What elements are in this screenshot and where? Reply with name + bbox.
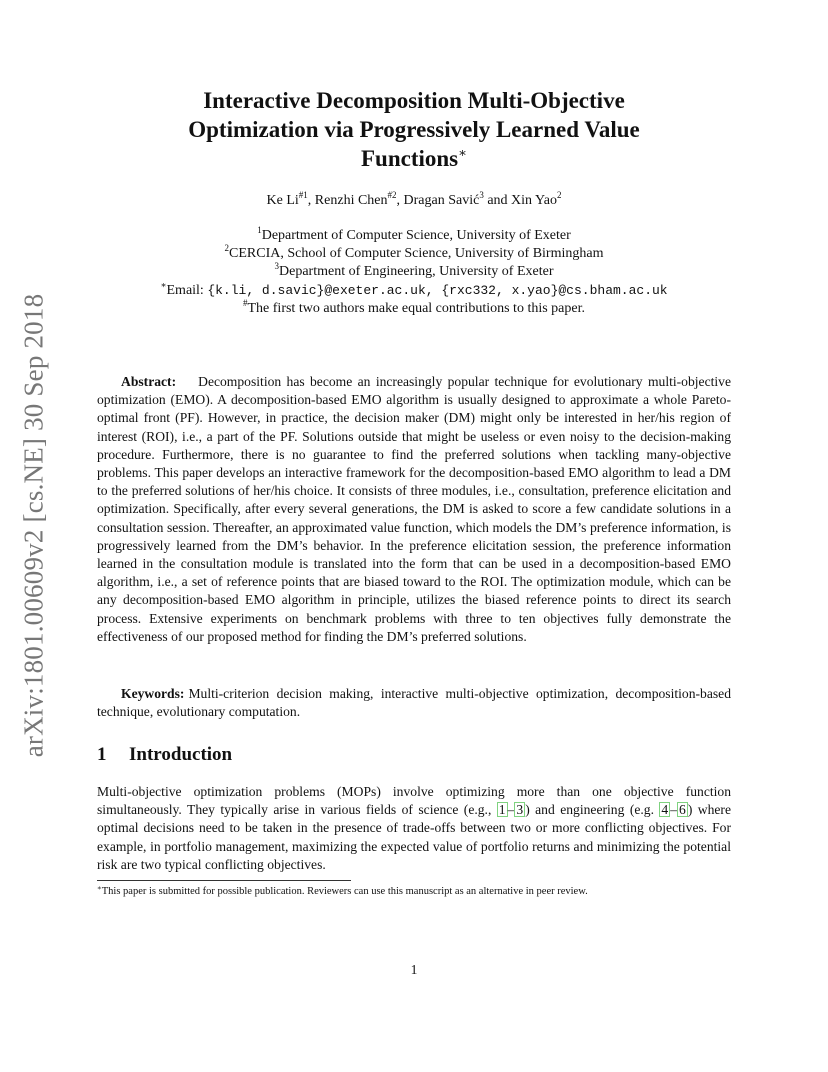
keywords-heading: Keywords: [121, 686, 185, 701]
author-3-mark: 3 [479, 190, 484, 200]
intro-text-2: ) and engineering (e.g. [525, 802, 660, 818]
affiliation-2 [97, 245, 731, 263]
footnote-text: This paper is submitted for possible publication. Reviewers can use this manuscript as an alternative in peer review. [101, 886, 588, 897]
title-line-1: Interactive Decomposition Multi-Objective [203, 88, 625, 113]
section-number: 1 [97, 744, 107, 765]
intro-text-3: ) where optimal decisions need to be taken in the presence of trade-offs between two or more conflicting objectives. For example, in portfolio management, maximizing the expected value of portfolio returns and minimizing the potential risk are two typical conflicting objectives. [97, 802, 731, 872]
footnote-rule [97, 880, 351, 881]
title-line-3 [120, 144, 708, 173]
citation-link[interactable]: 4 [661, 802, 669, 818]
intro-paragraph [97, 783, 731, 874]
equal-contribution-note [97, 300, 731, 318]
author-1-mark: #1 [298, 190, 308, 200]
citation-dash: – [507, 802, 515, 818]
email-label: Email: [166, 283, 208, 298]
abstract-heading: Abstract: [121, 374, 177, 389]
section-title: Introduction [129, 744, 233, 765]
title-line-2: Optimization via Progressively Learned Value [188, 117, 640, 142]
paper-title [120, 86, 708, 173]
affiliation-1-mark: 1 [257, 225, 262, 235]
affiliation-3-mark: 3 [274, 261, 280, 271]
section-heading [97, 744, 232, 766]
author-4-name: and Xin Yao [483, 193, 557, 208]
arxiv-identifier: arXiv:1801.00609v2 [cs.NE] 30 Sep 2018 [18, 293, 49, 757]
equal-contribution-text: The first two authors make equal contributions to this paper. [247, 301, 585, 316]
citation-link[interactable]: 6 [679, 802, 686, 818]
keywords [97, 685, 731, 721]
intro-text-1: Multi-objective optimization problems (MOPs) involve optimizing more than one objective function simultaneously. They typically arise in various fields of science (e.g., [97, 784, 731, 818]
title-line-3-text: Functions [361, 146, 459, 171]
affiliation-1 [97, 227, 731, 245]
abstract-text: Decomposition has become an increasingly popular technique for evolutionary multi-objective optimization (EMO). A decomposition-based EMO algorithm is usually designed to approximate a whole Pareto-optimal front (PF). However, in practice, the decision maker (DM) might only be interested in her/his region of interest (ROI), i.e., a part of the PF. Solutions outside that might be useless or even noisy to the decision-making procedure. Furthermore, there is no guarantee to find the preferred solutions when tackling many-objective problems. This paper develops an interactive framework for the decomposition-based EMO algorithm to lead a DM to the preferred solutions of her/his choice. It consists of three modules, i.e., consultation, preference elicitation and optimization. Specifically, after every several generations, the DM is asked to score a few candidate solutions in a consultation session. Thereafter, an approximated value function, which models the DM’s preference information, is progressively learned from the DM’s behavior. In the preference elicitation session, the preference information learned in the consultation module is translated into the form that can be used in a decomposition-based EMO algorithm, i.e., a set of reference points that are biased toward to the ROI. The optimization module, which can be any decomposition-based EMO algorithm in principle, utilizes the biased reference points to direct its search process. Extensive experiments on benchmark problems with three to ten objectives fully demonstrate the effectiveness of our proposed method for finding the DM’s preferred solutions. [97, 374, 731, 644]
page-number: 1 [410, 962, 418, 977]
keywords-text: Multi-criterion decision making, interactive multi-objective optimization, decomposition-based technique, evolutionary computation. [97, 686, 731, 720]
footnote [97, 885, 731, 899]
author-list [97, 192, 731, 210]
author-2-mark: #2 [387, 190, 397, 200]
author-4-mark: 2 [556, 190, 562, 200]
arxiv-stamp [14, 290, 54, 760]
citation-link[interactable]: 3 [516, 802, 524, 818]
email-mark: ∗ [160, 280, 167, 290]
affiliation-1-text: Department of Computer Science, University of Exeter [261, 228, 571, 243]
citation-link[interactable]: 1 [498, 802, 506, 818]
affiliation-3-text: Department of Engineering, University of Exeter [279, 264, 554, 279]
affiliation-3 [97, 263, 731, 281]
equal-contribution-mark: # [243, 298, 248, 308]
title-footnote-mark: ∗ [458, 145, 467, 160]
email-line [97, 282, 731, 300]
citation-dash: – [670, 802, 678, 818]
abstract [97, 373, 731, 646]
affiliation-2-mark: 2 [224, 243, 230, 253]
author-1-name: Ke Li [266, 193, 299, 208]
footnote-mark: ∗ [97, 884, 102, 892]
author-2-name: , Renzhi Chen [307, 193, 388, 208]
author-3-name: , Dragan Savić [396, 193, 480, 208]
email-addresses: {k.li, d.savic}@exeter.ac.uk, {rxc332, x.yao}@cs.bham.ac.uk [207, 283, 668, 298]
affiliation-2-text: CERCIA, School of Computer Science, University of Birmingham [229, 246, 604, 261]
